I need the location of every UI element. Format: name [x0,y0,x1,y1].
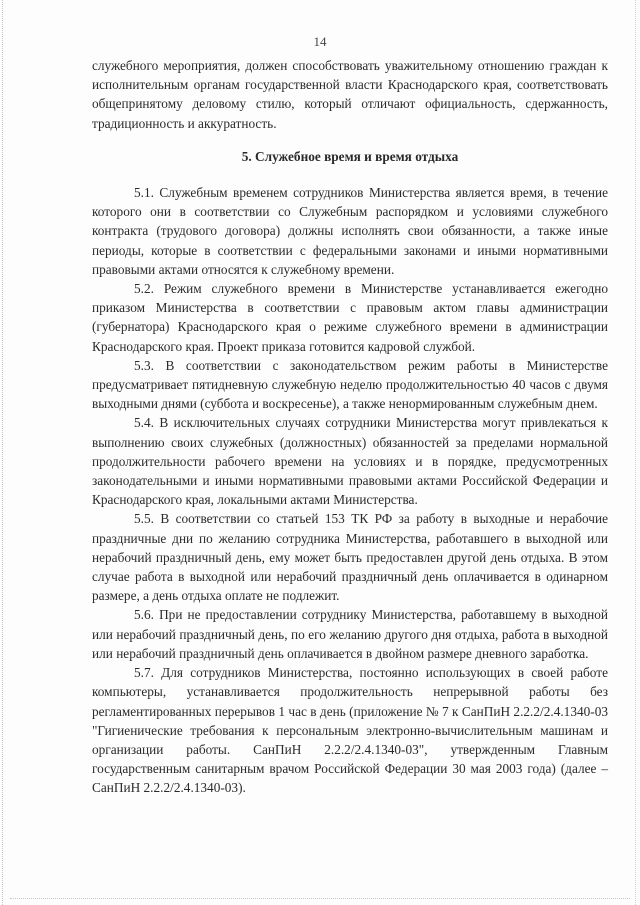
page-bottom-edge [10,896,630,899]
page-right-edge [631,0,636,905]
paragraph-5-2: 5.2. Режим служебного времени в Министерстве устанавливается ежегодно приказом Министерства в соответствии с правовым актом главы администрации (губернатора) Краснодарского края о режиме служебного времени в администрации Краснодарского края. Проект приказа готовится кадровой службой. [92,281,608,354]
paragraph-5-5: 5.5. В соответствии со статьей 153 ТК РФ за работу в выходные и нерабочие праздничные дни по желанию сотрудника Министерства, работавшего в выходной или нерабочий праздничный день, ему может быть предоставлен другой день отдыха. В этом случае работа в выходной или нерабочий праздничный день оплачивается в одинарном размере, а день отдыха оплате не подлежит. [92,511,608,604]
paragraph-5-7: 5.7. Для сотрудников Министерства, постоянно использующих в своей работе компьютеры, устанавливается продолжительность непрерывной работы без регламентированных перерывов 1 час в день (приложение № 7 к СанПиН 2.2.2/2.4.1340-03 "Гигиенические требования к персональным электронно-вычислительным машинам и организации работы. СанПиН 2.2.2/2.4.1340-03", утвержденным Главным государственным санитарным врачом Российской Федерации 30 мая 2003 года) (далее – СанПиН 2.2.2/2.4.1340-03). [92,665,608,796]
intro-paragraph: служебного мероприятия, должен способствовать уважительному отношению граждан к исполнительным органам государственной власти Краснодарского края, соответствовать общепринятому деловому стилю, который отличают официальность, сдержанность, традиционность и аккуратность. [92,58,608,131]
paragraph-5-1: 5.1. Служебным временем сотрудников Министерства является время, в течение которого они в соответствии со Служебным распорядком и условиями служебного контракта (трудового договора) должны исполнять свои обязанности, а также иные периоды, которые в соответствии с федеральными законами и иными нормативными правовыми актами относятся к служебному времени. [92,185,608,277]
page-left-edge [2,0,7,905]
paragraph-5-3: 5.3. В соответствии с законодательством режим работы в Министерстве предусматривает пятидневную служебную неделю продолжительностью 40 часов с двумя выходными днями (суббота и воскресенье), а также ненормированным служебным днем. [92,357,608,412]
page-number: 14 [313,34,327,49]
section-heading: 5. Служебное время и время отдыха [241,148,459,164]
paragraph-5-4: 5.4. В исключительных случаях сотрудники Министерства могут привлекаться к выполнению своих служебных (должностных) обязанностей за пределами нормальной продолжительности рабочего времени на условиях и в порядке, предусмотренных законодательными и иными нормативными правовыми актами Российской Федерации и Краснодарского края, локальными актами Министерства. [92,415,608,508]
paragraph-5-6: 5.6. При не предоставлении сотруднику Министерства, работавшему в выходной или нерабочий праздничный день, по его желанию другого дня отдыха, работа в выходной или нерабочий праздничный день оплачивается в двойном размере дневного заработка. [92,607,608,661]
document-body [92,56,608,798]
